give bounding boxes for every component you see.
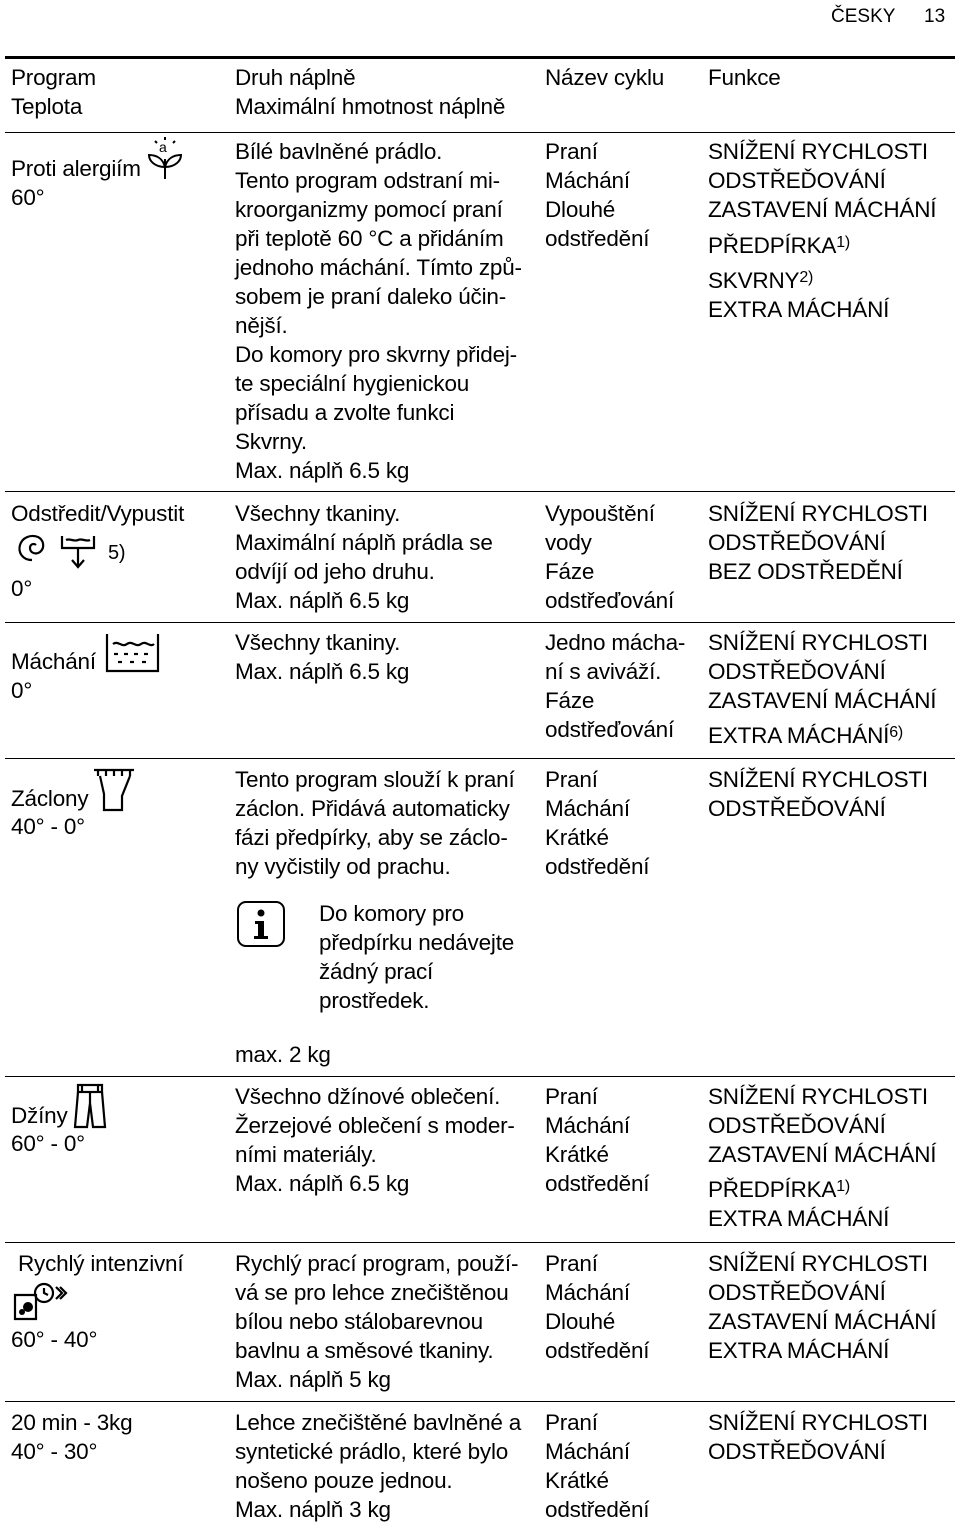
flower-icon [145,137,185,181]
spin-drain-icon [14,530,106,572]
info-icon [236,900,286,948]
program-name: Rychlý intenzivní [18,1251,184,1276]
program-name: Odstředit/Vypustit [11,501,185,526]
program-temperature: 40° - 0° [11,814,85,839]
program-name: Máchání [11,649,96,674]
info-note: Do komory pro předpírku nedávejte žádný prací prostředek. [319,901,515,1013]
load-max: max. 2 kg [235,1042,331,1067]
functions-list: SNÍŽENÍ RYCHLOSTI ODSTŘEĎOVÁNÍ BEZ ODSTŘEDĚNÍ [708,501,928,584]
program-temperature: 0° [11,678,33,703]
cycle-description: Jedno mácha- ní s aviváží. Fáze odstřeďování [545,630,686,742]
cycle-description: Praní Máchání Dlouhé odstředění [545,139,650,251]
svg-text:a: a [159,139,167,155]
quick-intensive-icon [12,1281,68,1321]
row-divider [5,1401,955,1402]
load-description: Bílé bavlněné prádlo. Tento program odstraní mi- kroorganizmy pomocí praní při teplotě 60 °C a přidáním jednoho máchání. Tímto způ- sobem je praní daleko účin- nější. Do komory pro skvrny přidej- te speciální hygienickou přísadu a zvolte funkci Skvrny. Max. náplň 6.5 kg [235,139,522,483]
jeans-icon [72,1083,108,1129]
cycle-description: Vypouštění vody Fáze odstřeďování [545,501,675,613]
load-description: Tento program slouží k praní záclon. Přidává automaticky fázi předpírky, aby se záclo- ny vyčistily od prachu. [235,767,515,879]
program-name: 20 min - 3kg [11,1410,133,1435]
program-name: Džíny [11,1103,68,1128]
curtain-icon [90,766,138,814]
program-temperature: 40° - 30° [11,1439,98,1464]
row-divider [5,758,955,759]
header-program: Program Teplota [11,65,96,119]
row-divider [5,1242,955,1243]
cycle-description: Praní Máchání Krátké odstředění [545,767,650,879]
row-divider [5,1076,955,1077]
row-divider [5,491,955,492]
functions-list: SNÍŽENÍ RYCHLOSTI ODSTŘEĎOVÁNÍ ZASTAVENÍ MÁCHÁNÍ EXTRA MÁCHÁNÍ [708,1251,937,1363]
functions-list: SNÍŽENÍ RYCHLOSTI ODSTŘEĎOVÁNÍ ZASTAVENÍ MÁCHÁNÍ EXTRA MÁCHÁNÍ$^{6)}$ [708,630,937,748]
rinse-icon [104,631,162,675]
program-name: Záclony [11,786,89,811]
load-description: Všechno džínové oblečení. Žerzejové oblečení s moder- ními materiály. Max. náplň 6.5 kg [235,1084,515,1196]
load-description: Rychlý prací program, použí- vá se pro lehce znečištěnou bílou nebo stálobarevnou bavlnu a směsové tkaniny. Max. náplň 5 kg [235,1251,519,1392]
page-number: 13 [924,6,946,27]
header-functions: Funkce [708,65,781,90]
program-temperature: 60° - 40° [11,1327,98,1352]
functions-list: SNÍŽENÍ RYCHLOSTI ODSTŘEĎOVÁNÍ ZASTAVENÍ MÁCHÁNÍ PŘEDPÍRKA$^{1)}$ SKVRNY$^{2)}$ EXTRA MÁCHÁNÍ [708,139,937,322]
program-temperature: 60° [11,185,45,210]
functions-list: SNÍŽENÍ RYCHLOSTI ODSTŘEĎOVÁNÍ ZASTAVENÍ MÁCHÁNÍ PŘEDPÍRKA$^{1)}$ EXTRA MÁCHÁNÍ [708,1084,937,1231]
functions-list: SNÍŽENÍ RYCHLOSTI ODSTŘEĎOVÁNÍ [708,1410,928,1464]
load-description: Všechny tkaniny. Maximální náplň prádla se odvíjí od jeho druhu. Max. náplň 6.5 kg [235,501,493,613]
program-temperature: 60° - 0° [11,1131,85,1156]
program-footnote: 5) [108,542,126,564]
functions-list: SNÍŽENÍ RYCHLOSTI ODSTŘEĎOVÁNÍ [708,767,928,821]
load-description: Lehce znečištěné bavlněné a syntetické prádlo, které bylo nošeno pouze jednou. Max. náplň 3 kg [235,1410,522,1522]
cycle-description: Praní Máchání Dlouhé odstředění [545,1251,650,1363]
row-divider [5,622,955,623]
row-divider [5,132,955,133]
program-temperature: 0° [11,576,33,601]
load-description: Všechny tkaniny. Max. náplň 6.5 kg [235,630,410,684]
page-language: ČESKY [831,6,896,27]
program-name: Proti alergiím [11,156,141,181]
cycle-description: Praní Máchání Krátké odstředění [545,1084,650,1196]
table-top-rule [5,56,955,59]
header-load: Druh náplně Maximální hmotnost náplně [235,65,506,119]
header-cycle: Název cyklu [545,65,665,90]
cycle-description: Praní Máchání Krátké odstředění [545,1410,650,1522]
